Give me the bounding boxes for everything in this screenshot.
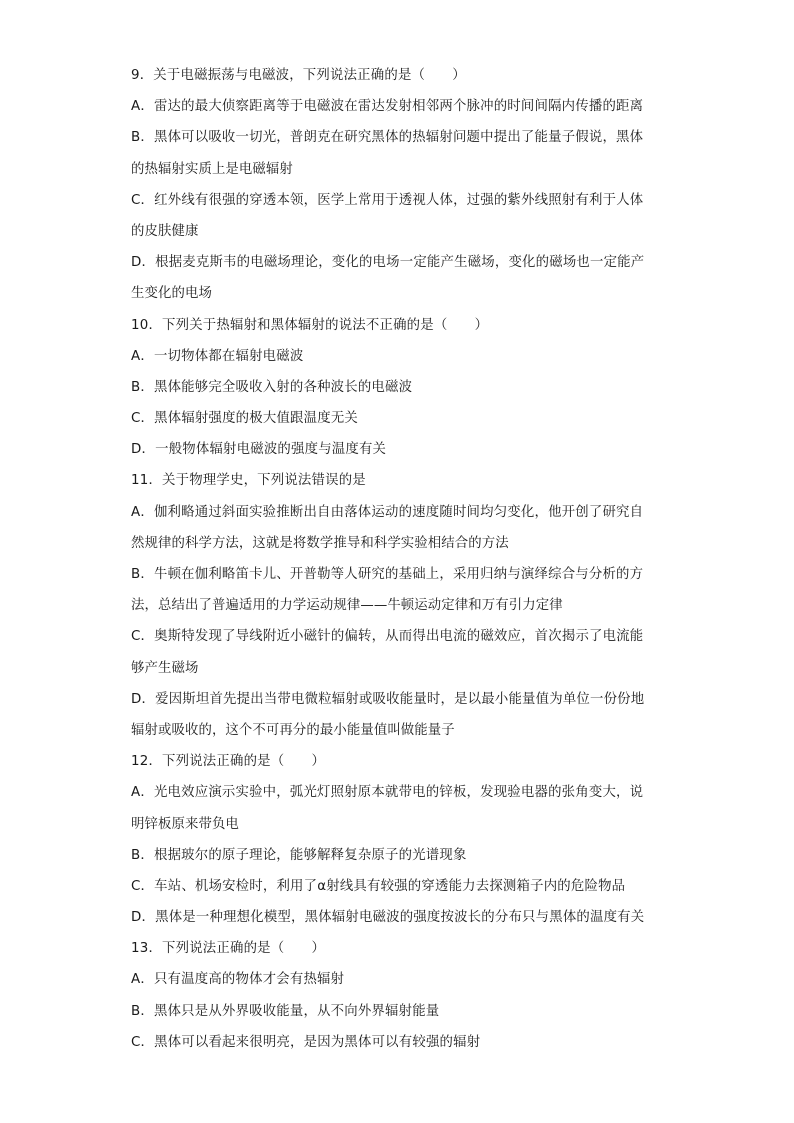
option-c (131, 403, 671, 434)
option-text: D．根据麦克斯韦的电磁场理论，变化的电场一定能产生磁场，变化的磁场也一定能产 (131, 255, 645, 271)
option-a (131, 964, 671, 995)
option-text: B．黑体能够完全吸收入射的各种波长的电磁波 (131, 379, 413, 395)
option-text: 生变化的电场 (131, 286, 212, 302)
question-stem: 11．关于物理学史，下列说法错误的是 (131, 473, 366, 489)
option-text: A．伽利略通过斜面实验推断出自由落体运动的速度随时间均匀变化，他开创了研究自 (131, 504, 644, 520)
option-text: 的热辐射实质上是电磁辐射 (131, 161, 293, 177)
option-text: D．爱因斯坦首先提出当带电微粒辐射或吸收能量时，是以最小能量值为单位一份份地 (131, 691, 645, 707)
option-c (131, 185, 671, 247)
option-text: A．只有温度高的物体才会有热辐射 (131, 972, 345, 988)
option-d (131, 434, 671, 465)
option-text: B．根据玻尔的原子理论，能够解释复杂原子的光谱现象 (131, 847, 467, 863)
question-13 (131, 933, 671, 1058)
question-stem: 10．下列关于热辐射和黑体辐射的说法不正确的是（ ） (131, 317, 489, 333)
question-stem: 9．关于电磁振荡与电磁波，下列说法正确的是（ ） (131, 68, 466, 83)
option-text: C．奥斯特发现了导线附近小磁针的偏转，从而得出电流的磁效应，首次揭示了电流能 (131, 629, 644, 645)
option-text: 辐射或吸收的，这个不可再分的最小能量值叫做能量子 (131, 722, 455, 738)
exam-page (131, 60, 671, 1058)
option-d (131, 684, 671, 746)
option-text: D．一般物体辐射电磁波的强度与温度有关 (131, 442, 387, 458)
option-text: C．黑体辐射强度的极大值跟温度无关 (131, 411, 358, 427)
option-d (131, 247, 671, 309)
option-text: D．黑体是一种理想化模型，黑体辐射电磁波的强度按波长的分布只与黑体的温度有关 (131, 910, 645, 926)
option-text: A．一切物体都在辐射电磁波 (131, 348, 304, 364)
option-b (131, 559, 671, 621)
option-text: B．黑体只是从外界吸收能量，从不向外界辐射能量 (131, 1003, 440, 1019)
option-d (131, 902, 671, 933)
option-a (131, 497, 671, 559)
question-stem: 13．下列说法正确的是（ ） (131, 941, 326, 957)
option-text: 的皮肤健康 (131, 223, 199, 239)
option-a (131, 91, 671, 122)
option-text: 够产生磁场 (131, 660, 199, 676)
question-11 (131, 465, 671, 746)
option-text: A．雷达的最大侦察距离等于电磁波在雷达发射相邻两个脉冲的时间间隔内传播的距离 (131, 99, 644, 115)
option-text: C．红外线有很强的穿透本领，医学上常用于透视人体，过强的紫外线照射有利于人体 (131, 192, 644, 208)
option-a (131, 341, 671, 372)
option-b (131, 840, 671, 871)
option-text: 然规律的科学方法，这就是将数学推导和科学实验相结合的方法 (131, 535, 509, 551)
option-c (131, 871, 671, 902)
option-text: A．光电效应演示实验中，弧光灯照射原本就带电的锌板，发现验电器的张角变大，说 (131, 785, 644, 801)
option-text: C．黑体可以看起来很明亮，是因为黑体可以有较强的辐射 (131, 1034, 481, 1050)
option-text: B．牛顿在伽利略笛卡儿、开普勒等人研究的基础上，采用归纳与演绎综合与分析的方 (131, 567, 644, 582)
option-a (131, 777, 671, 839)
option-text: 明锌板原来带负电 (131, 816, 239, 832)
option-b (131, 996, 671, 1027)
option-c (131, 1027, 671, 1058)
question-9 (131, 60, 671, 310)
question-10 (131, 310, 671, 466)
option-text: 法，总结出了普遍适用的力学运动规律——牛顿运动定律和万有引力定律 (131, 598, 563, 614)
option-text: B．黑体可以吸收一切光，普朗克在研究黑体的热辐射问题中提出了能量子假说，黑体 (131, 130, 644, 146)
option-b (131, 122, 671, 184)
question-12 (131, 746, 671, 933)
option-b (131, 372, 671, 403)
option-c (131, 621, 671, 683)
question-stem: 12．下列说法正确的是（ ） (131, 754, 326, 770)
option-text: C．车站、机场安检时，利用了α射线具有较强的穿透能力去探测箱子内的危险物品 (131, 878, 626, 894)
